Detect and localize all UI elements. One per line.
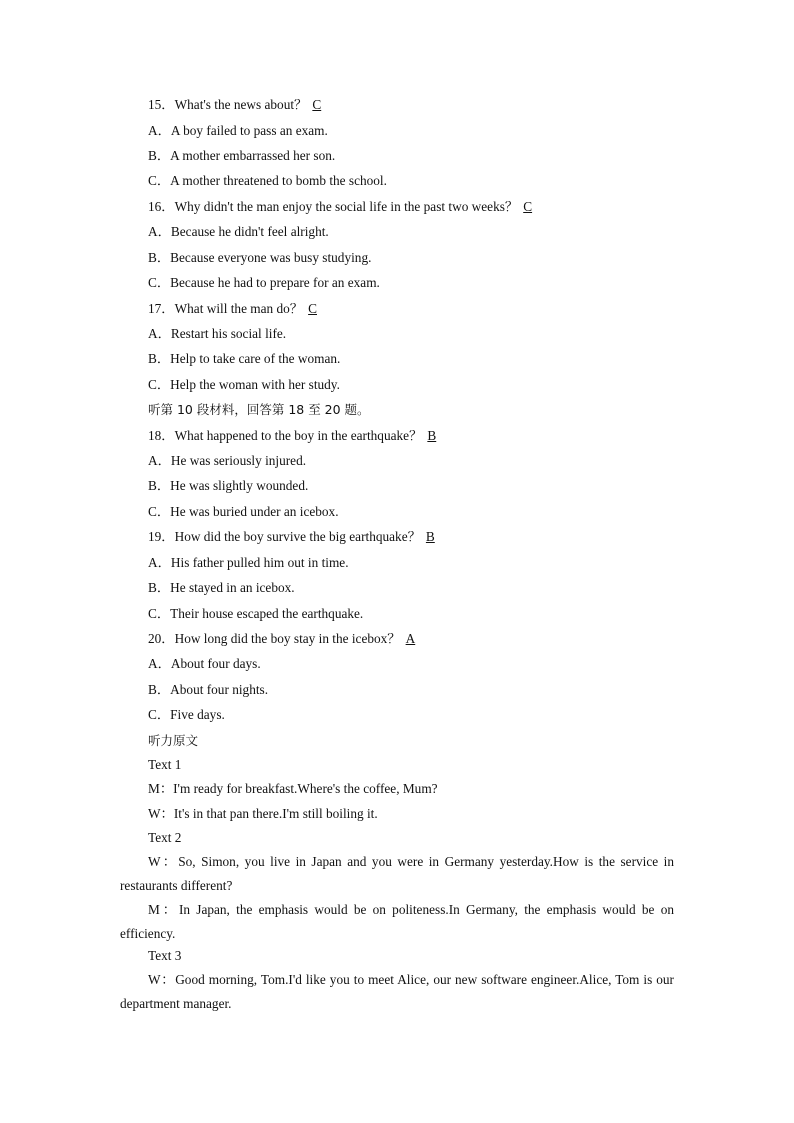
answer-blank: A xyxy=(405,631,416,646)
section-heading: 听第 10 段材料，回答第 18 至 20 题。 xyxy=(148,402,370,417)
dialogue-line: M：I'm ready for breakfast.Where's the coffee, Mum? xyxy=(148,781,438,796)
option-a: A．He was seriously injured. xyxy=(148,453,307,468)
question-stem: 15．What's the news about？ xyxy=(148,97,308,112)
question-stem: 17．What will the man do？ xyxy=(148,301,304,316)
answer-blank: B xyxy=(425,529,435,544)
transcript-heading: 听力原文 xyxy=(148,733,199,748)
question-stem: 19．How did the boy survive the big earthquake？ xyxy=(148,529,421,544)
option-a: A．About four days. xyxy=(148,656,261,671)
question-stem: 18．What happened to the boy in the earthquake？ xyxy=(148,428,423,443)
question-18 xyxy=(148,427,439,445)
option-c: C．Five days. xyxy=(148,707,225,722)
dialogue-line: W：It's in that pan there.I'm still boiling it. xyxy=(148,806,378,821)
question-15 xyxy=(148,96,324,114)
option-c: C．Help the woman with her study. xyxy=(148,377,340,392)
dialogue-paragraph: M：In Japan, the emphasis would be on politeness.In Germany, the emphasis would be on efficiency. xyxy=(120,902,674,941)
question-19 xyxy=(148,528,438,546)
question-stem: 16．Why didn't the man enjoy the social life in the past two weeks？ xyxy=(148,199,519,214)
option-a: A．Because he didn't feel alright. xyxy=(148,224,329,239)
dialogue-paragraph: W：So, Simon, you live in Japan and you were in Germany yesterday.How is the service in restaurants different? xyxy=(120,854,674,893)
question-stem: 20．How long did the boy stay in the icebox？ xyxy=(148,631,401,646)
option-b: B．About four nights. xyxy=(148,682,269,697)
text-label: Text 3 xyxy=(148,948,182,963)
answer-blank: C xyxy=(308,301,317,316)
option-c: C．A mother threatened to bomb the school. xyxy=(148,173,387,188)
question-17 xyxy=(148,300,320,318)
dialogue-paragraph: W：Good morning, Tom.I'd like you to meet Alice, our new software engineer.Alice, Tom is our department manager. xyxy=(120,972,674,1011)
question-20 xyxy=(148,630,418,648)
option-a: A．Restart his social life. xyxy=(148,326,287,341)
option-c: C．He was buried under an icebox. xyxy=(148,504,339,519)
option-b: B．He was slightly wounded. xyxy=(148,478,309,493)
option-a: A．His father pulled him out in time. xyxy=(148,555,349,570)
answer-blank: C xyxy=(523,199,533,214)
question-16 xyxy=(148,198,535,216)
answer-blank: B xyxy=(427,428,437,443)
text-label: Text 2 xyxy=(148,830,182,845)
option-b: B．Because everyone was busy studying. xyxy=(148,250,372,265)
option-a: A．A boy failed to pass an exam. xyxy=(148,123,328,138)
option-b: B．Help to take care of the woman. xyxy=(148,351,341,366)
option-c: C．Because he had to prepare for an exam. xyxy=(148,275,380,290)
option-c: C．Their house escaped the earthquake. xyxy=(148,606,364,621)
option-b: B．A mother embarrassed her son. xyxy=(148,148,336,163)
option-b: B．He stayed in an icebox. xyxy=(148,580,295,595)
answer-blank: C xyxy=(312,97,322,112)
text-label: Text 1 xyxy=(148,757,182,772)
